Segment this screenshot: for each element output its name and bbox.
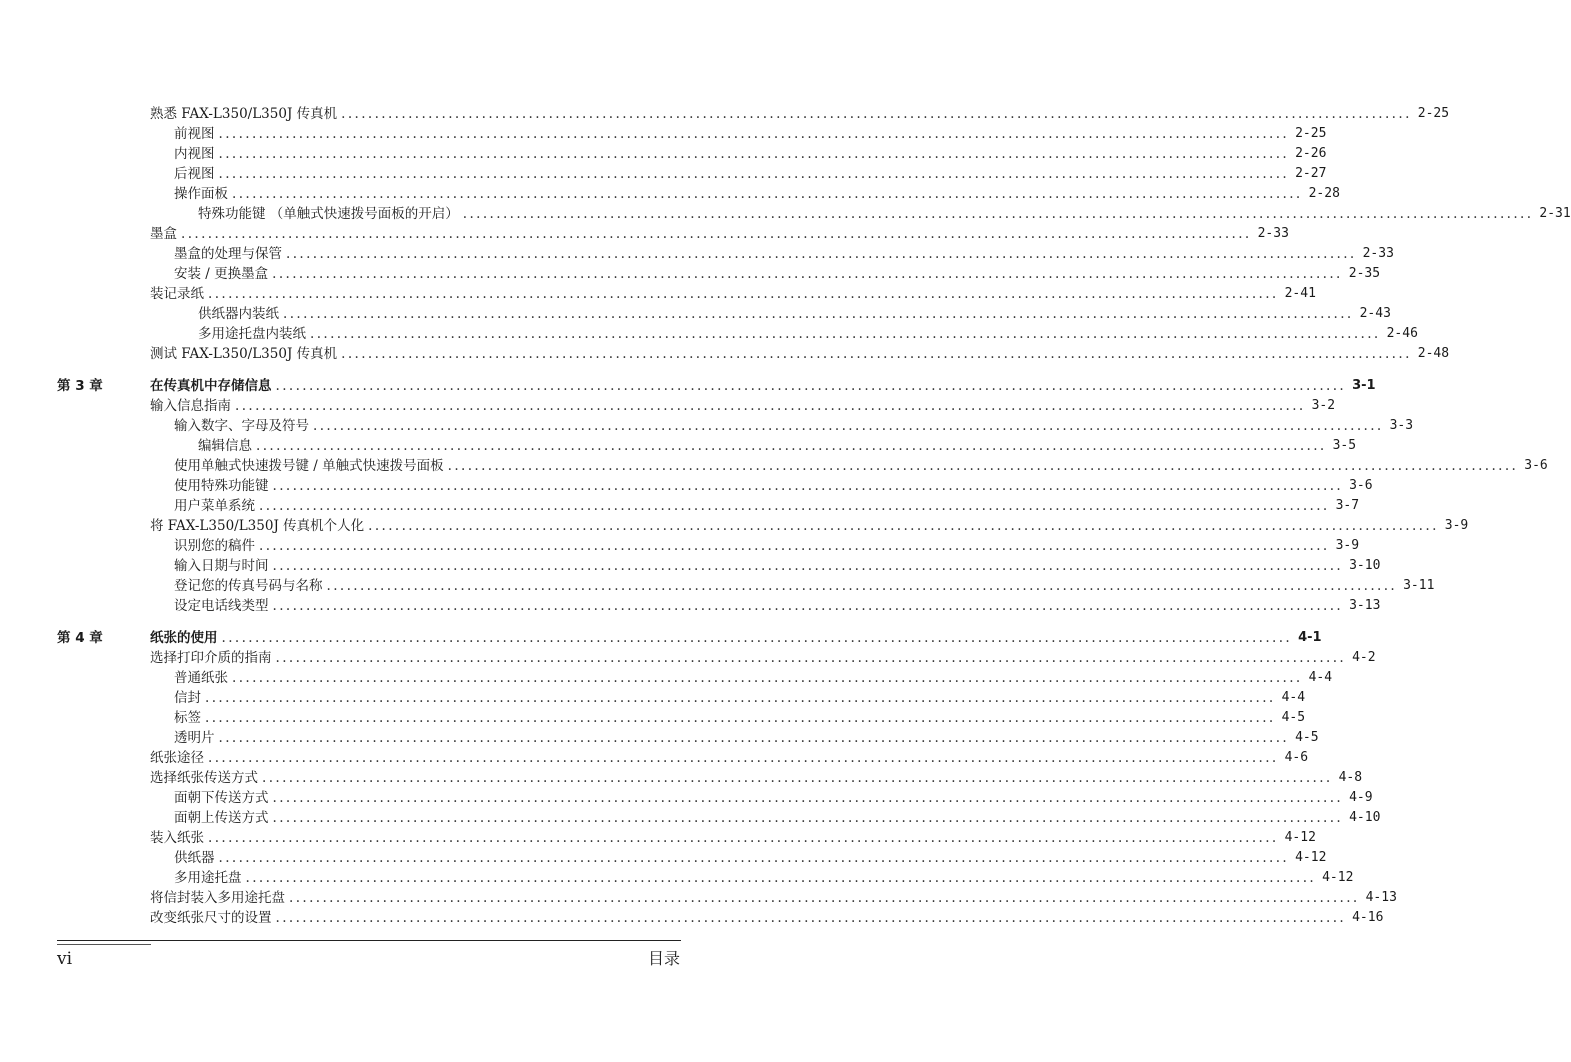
entry-title: 面朝上传送方式 <box>174 810 269 826</box>
section-title: 目录 <box>647 949 680 968</box>
entry-title: 输入数字、字母及符号 <box>174 418 309 434</box>
dot-leader: ................................................................................................................................................................ <box>218 850 1290 866</box>
entry-title: 内视图 <box>174 146 215 162</box>
toc-entry[interactable] <box>150 104 1450 124</box>
toc-entry[interactable] <box>150 224 1289 244</box>
entry-page-number: 4-2 <box>1352 650 1376 665</box>
entry-page-number: 4-4 <box>1308 670 1333 685</box>
entry-page-number: 2-31 <box>1539 206 1571 221</box>
toc-entry[interactable] <box>174 728 1319 748</box>
dot-leader: ................................................................................................................................................................ <box>205 710 1276 726</box>
entry-page-number: 3-10 <box>1349 558 1381 573</box>
toc-entry[interactable] <box>174 708 1306 728</box>
toc-entry[interactable] <box>150 748 1309 768</box>
entry-page-number: 4-16 <box>1352 910 1384 925</box>
dot-leader: ................................................................................................................................................................ <box>272 598 1344 614</box>
dot-leader: ................................................................................................................................................................ <box>262 770 1333 786</box>
entry-title: 输入信息指南 <box>150 398 231 414</box>
entry-page-number: 4-10 <box>1349 810 1381 825</box>
entry-page-number: 3-5 <box>1332 438 1357 453</box>
toc-entry[interactable] <box>174 808 1381 828</box>
entry-page-number: 4-12 <box>1295 850 1327 865</box>
entry-page-number: 3-6 <box>1524 458 1548 473</box>
dot-leader: ................................................................................................................................................................ <box>275 650 1347 666</box>
entry-title: 供纸器内装纸 <box>198 306 279 322</box>
entry-page-number: 4-9 <box>1349 790 1373 805</box>
dot-leader: ................................................................................................................................................................ <box>272 558 1344 574</box>
dot-leader: ................................................................................................................................................................ <box>232 186 1303 202</box>
entry-page-number: 2-41 <box>1284 286 1316 301</box>
toc-entry[interactable] <box>150 344 1450 364</box>
entry-page-number: 3-9 <box>1444 518 1469 533</box>
entry-page-number: 2-25 <box>1417 106 1450 121</box>
dot-leader: ................................................................................................................................................................ <box>310 326 1381 342</box>
dot-leader: ................................................................................................................................................................ <box>245 870 1317 886</box>
page-number: vi <box>57 949 73 969</box>
toc-entry[interactable] <box>174 184 1340 204</box>
dot-leader: ................................................................................................................................................................ <box>218 166 1290 182</box>
entry-title: 多用途托盘内装纸 <box>198 326 306 342</box>
entry-page-number: 3-2 <box>1311 398 1336 413</box>
dot-leader: ................................................................................................................................................................ <box>256 438 1327 454</box>
dot-leader: ................................................................................................................................................................ <box>218 730 1290 746</box>
entry-title: 前视图 <box>174 126 215 142</box>
entry-page-number: 4-5 <box>1295 730 1319 745</box>
toc-entry[interactable] <box>198 204 1571 224</box>
toc-entry[interactable] <box>174 688 1306 708</box>
dot-leader: ................................................................................................................................................................ <box>208 286 1279 302</box>
toc-entry[interactable] <box>174 536 1360 556</box>
toc-entry[interactable] <box>150 768 1363 788</box>
dot-leader: ................................................................................................................................................................ <box>272 810 1344 826</box>
toc-entry[interactable] <box>174 556 1381 576</box>
entry-title: 使用特殊功能键 <box>174 478 269 494</box>
dot-leader: ................................................................................................................................................................ <box>462 206 1534 222</box>
entry-page-number: 4-12 <box>1284 830 1316 845</box>
toc-entry[interactable] <box>174 416 1414 436</box>
toc-entry[interactable] <box>174 868 1354 888</box>
toc-entry[interactable] <box>174 124 1327 144</box>
toc-entry[interactable] <box>150 888 1397 908</box>
entry-title: 用户菜单系统 <box>174 498 255 514</box>
entry-title: 选择打印介质的指南 <box>150 650 272 666</box>
dot-leader: ................................................................................................................................................................ <box>275 378 1347 394</box>
toc-entry[interactable] <box>174 264 1381 284</box>
entry-page-number: 3-3 <box>1389 418 1414 433</box>
entry-title: 改变纸张尺寸的设置 <box>150 910 272 926</box>
entry-title: 多用途托盘 <box>174 870 242 886</box>
entry-title: 登记您的传真号码与名称 <box>174 578 323 594</box>
dot-leader: ................................................................................................................................................................ <box>286 246 1357 262</box>
entry-title: 选择纸张传送方式 <box>150 770 258 786</box>
entry-title: 标签 <box>174 710 201 726</box>
chapter-label: 第 3 章 <box>57 378 103 394</box>
entry-title: 特殊功能键 （单触式快速拨号面板的开启） <box>198 206 459 222</box>
entry-page-number: 4-4 <box>1281 690 1306 705</box>
dot-leader: ................................................................................................................................................................ <box>221 630 1293 646</box>
dot-leader: ................................................................................................................................................................ <box>341 346 1412 362</box>
entry-page-number: 3-1 <box>1352 378 1376 393</box>
entry-title: 安装 / 更换墨盒 <box>174 266 269 282</box>
toc-entry[interactable] <box>174 144 1327 164</box>
chapter-entry[interactable] <box>150 628 1322 648</box>
toc-entry[interactable] <box>174 476 1373 496</box>
entry-page-number: 2-28 <box>1308 186 1340 201</box>
entry-page-number: 3-13 <box>1349 598 1381 613</box>
dot-leader: ................................................................................................................................................................ <box>259 538 1330 554</box>
dot-leader: ................................................................................................................................................................ <box>368 518 1439 534</box>
dot-leader: ................................................................................................................................................................ <box>313 418 1384 434</box>
entry-page-number: 2-43 <box>1359 306 1391 321</box>
entry-title: 将 FAX-L350/L350J 传真机个人化 <box>150 518 365 534</box>
entry-title: 纸张的使用 <box>150 630 218 646</box>
toc-entry[interactable] <box>198 324 1418 344</box>
entry-title: 面朝下传送方式 <box>174 790 269 806</box>
entry-title: 测试 FAX-L350/L350J 传真机 <box>150 346 338 362</box>
entry-title: 编辑信息 <box>198 438 252 454</box>
entry-page-number: 4-5 <box>1281 710 1306 725</box>
entry-title: 操作面板 <box>174 186 228 202</box>
entry-page-number: 3-7 <box>1335 498 1360 513</box>
toc-entry[interactable] <box>150 396 1336 416</box>
entry-page-number: 3-6 <box>1349 478 1373 493</box>
dot-leader: ................................................................................................................................................................ <box>232 670 1303 686</box>
toc-entry[interactable] <box>174 576 1435 596</box>
chapter-entry[interactable] <box>150 376 1376 396</box>
entry-page-number: 2-33 <box>1362 246 1394 261</box>
chapter-label: 第 4 章 <box>57 630 103 646</box>
dot-leader: ................................................................................................................................................................ <box>275 910 1347 926</box>
entry-title: 在传真机中存储信息 <box>150 378 272 394</box>
toc-entry[interactable] <box>174 244 1394 264</box>
entry-title: 使用单触式快速拨号键 / 单触式快速拨号面板 <box>174 458 444 474</box>
dot-leader: ................................................................................................................................................................ <box>283 306 1354 322</box>
entry-title: 装入纸张 <box>150 830 204 846</box>
toc-entry[interactable] <box>150 516 1469 536</box>
dot-leader: ................................................................................................................................................................ <box>259 498 1330 514</box>
toc-entry[interactable] <box>174 456 1548 476</box>
entry-title: 供纸器 <box>174 850 215 866</box>
toc-entry[interactable] <box>198 304 1391 324</box>
entry-page-number: 4-1 <box>1298 630 1322 645</box>
toc-entry[interactable] <box>198 436 1357 456</box>
dot-leader: ................................................................................................................................................................ <box>289 890 1360 906</box>
entry-page-number: 2-33 <box>1257 226 1289 241</box>
dot-leader: ................................................................................................................................................................ <box>205 690 1276 706</box>
footer-rule-short <box>57 944 151 945</box>
toc-entry[interactable] <box>150 908 1384 928</box>
entry-page-number: 2-25 <box>1295 126 1327 141</box>
entry-title: 识别您的稿件 <box>174 538 255 554</box>
toc-entry[interactable] <box>174 496 1360 516</box>
dot-leader: ................................................................................................................................................................ <box>235 398 1306 414</box>
dot-leader: ................................................................................................................................................................ <box>447 458 1519 474</box>
toc-entry[interactable] <box>150 284 1316 304</box>
entry-title: 熟悉 FAX-L350/L350J 传真机 <box>150 106 338 122</box>
dot-leader: ................................................................................................................................................................ <box>272 790 1344 806</box>
entry-page-number: 4-8 <box>1338 770 1363 785</box>
entry-page-number: 2-46 <box>1386 326 1418 341</box>
dot-leader: ................................................................................................................................................................ <box>181 226 1252 242</box>
entry-title: 设定电话线类型 <box>174 598 269 614</box>
entry-title: 墨盒的处理与保管 <box>174 246 282 262</box>
entry-title: 纸张途径 <box>150 750 204 766</box>
dot-leader: ................................................................................................................................................................ <box>208 750 1279 766</box>
entry-title: 墨盒 <box>150 226 177 242</box>
toc-entry[interactable] <box>174 164 1327 184</box>
entry-title: 透明片 <box>174 730 215 746</box>
dot-leader: ................................................................................................................................................................ <box>218 146 1290 162</box>
dot-leader: ................................................................................................................................................................ <box>272 478 1344 494</box>
footer-rule <box>57 940 681 941</box>
toc-entry[interactable] <box>174 788 1373 808</box>
entry-page-number: 2-27 <box>1295 166 1327 181</box>
entry-title: 将信封装入多用途托盘 <box>150 890 285 906</box>
entry-page-number: 4-12 <box>1322 870 1354 885</box>
entry-title: 装记录纸 <box>150 286 204 302</box>
entry-title: 信封 <box>174 690 201 706</box>
entry-page-number: 2-48 <box>1417 346 1450 361</box>
entry-page-number: 2-26 <box>1295 146 1327 161</box>
entry-title: 后视图 <box>174 166 215 182</box>
entry-page-number: 3-9 <box>1335 538 1360 553</box>
dot-leader: ................................................................................................................................................................ <box>272 266 1343 282</box>
dot-leader: ................................................................................................................................................................ <box>218 126 1290 142</box>
entry-page-number: 4-6 <box>1284 750 1309 765</box>
entry-page-number: 2-35 <box>1348 266 1381 281</box>
toc-entry[interactable] <box>150 648 1376 668</box>
entry-page-number: 4-13 <box>1365 890 1397 905</box>
toc-entry[interactable] <box>174 848 1327 868</box>
entry-title: 输入日期与时间 <box>174 558 269 574</box>
dot-leader: ................................................................................................................................................................ <box>326 578 1398 594</box>
dot-leader: ................................................................................................................................................................ <box>208 830 1279 846</box>
toc-entry[interactable] <box>174 668 1333 688</box>
entry-title: 普通纸张 <box>174 670 228 686</box>
toc-entry[interactable] <box>174 596 1381 616</box>
toc-entry[interactable] <box>150 828 1316 848</box>
dot-leader: ................................................................................................................................................................ <box>341 106 1412 122</box>
entry-page-number: 3-11 <box>1403 578 1435 593</box>
